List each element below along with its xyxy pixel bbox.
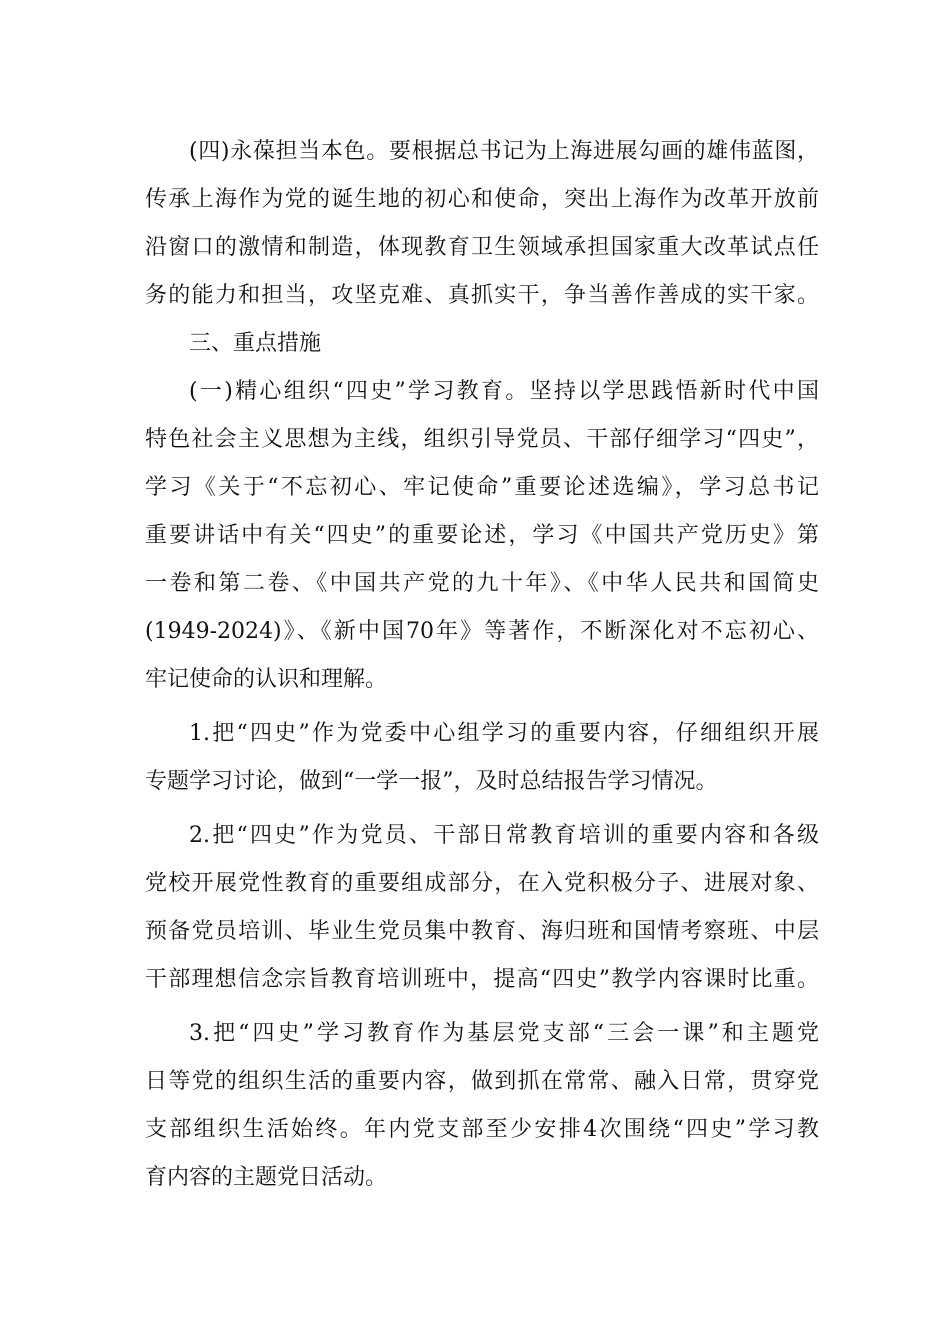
paragraph-line: 2.把“四史”作为党员、干部日常教育培训的重要内容和各级 xyxy=(189,823,819,848)
paragraph-line: 党校开展党性教育的重要组成部分，在入党积极分子、进展对象、 xyxy=(145,871,819,896)
paragraph-line: 3.把“四史”学习教育作为基层党支部“三会一课”和主题党 xyxy=(189,1021,819,1046)
paragraph-line: 重要讲话中有关“四史”的重要论述，学习《中国共产党历史》第 xyxy=(145,523,819,548)
list-item-1 xyxy=(145,710,819,806)
paragraph-line: (四)永葆担当本色。要根据总书记为上海进展勾画的雄伟蓝图， xyxy=(189,139,819,164)
section-heading xyxy=(145,320,819,368)
paragraph-line: (1949-2024)》、《新中国70年》等著作，不断深化对不忘初心、 xyxy=(145,619,819,644)
paragraph-line: 预备党员培训、毕业生党员集中教育、海归班和国情考察班、中层 xyxy=(145,919,819,944)
paragraph-line: 学习《关于“不忘初心、牢记使命”重要论述选编》，学习总书记 xyxy=(145,475,819,500)
paragraph-line: (一)精心组织“四史”学习教育。坚持以学思践悟新时代中国 xyxy=(189,379,819,404)
list-item-2 xyxy=(145,812,819,1004)
paragraph-line: 1.把“四史”作为党委中心组学习的重要内容，仔细组织开展 xyxy=(189,721,819,746)
heading-line: 三、重点措施 xyxy=(189,331,322,356)
paragraph-line: 一卷和第二卷、《中国共产党的九十年》、《中华人民共和国简史 xyxy=(145,571,819,596)
paragraph-line: 沿窗口的激情和制造，体现教育卫生领域承担国家重大改革试点任 xyxy=(145,235,819,260)
paragraph-line: 传承上海作为党的诞生地的初心和使命，突出上海作为改革开放前 xyxy=(145,187,819,212)
paragraph-line: 育内容的主题党日活动。 xyxy=(145,1165,388,1190)
list-item-3 xyxy=(145,1010,819,1202)
paragraph-line: 专题学习讨论，做到“一学一报”，及时总结报告学习情况。 xyxy=(145,769,718,794)
document-body xyxy=(145,128,819,1202)
paragraph-line: 特色社会主义思想为主线，组织引导党员、干部仔细学习“四史”， xyxy=(145,427,819,452)
paragraph-line: 务的能力和担当，攻坚克难、真抓实干，争当善作善成的实干家。 xyxy=(145,283,819,308)
paragraph-line: 日等党的组织生活的重要内容，做到抓在常常、融入日常，贯穿党 xyxy=(145,1069,819,1094)
paragraph-permanent-responsibility xyxy=(145,128,819,320)
paragraph-line: 干部理想信念宗旨教育培训班中，提高“四史”教学内容课时比重。 xyxy=(145,967,819,992)
paragraph-line: 牢记使命的认识和理解。 xyxy=(145,667,388,692)
paragraph-line: 支部组织生活始终。年内党支部至少安排4次围绕“四史”学习教 xyxy=(145,1117,819,1142)
paragraph-four-histories xyxy=(145,368,819,704)
